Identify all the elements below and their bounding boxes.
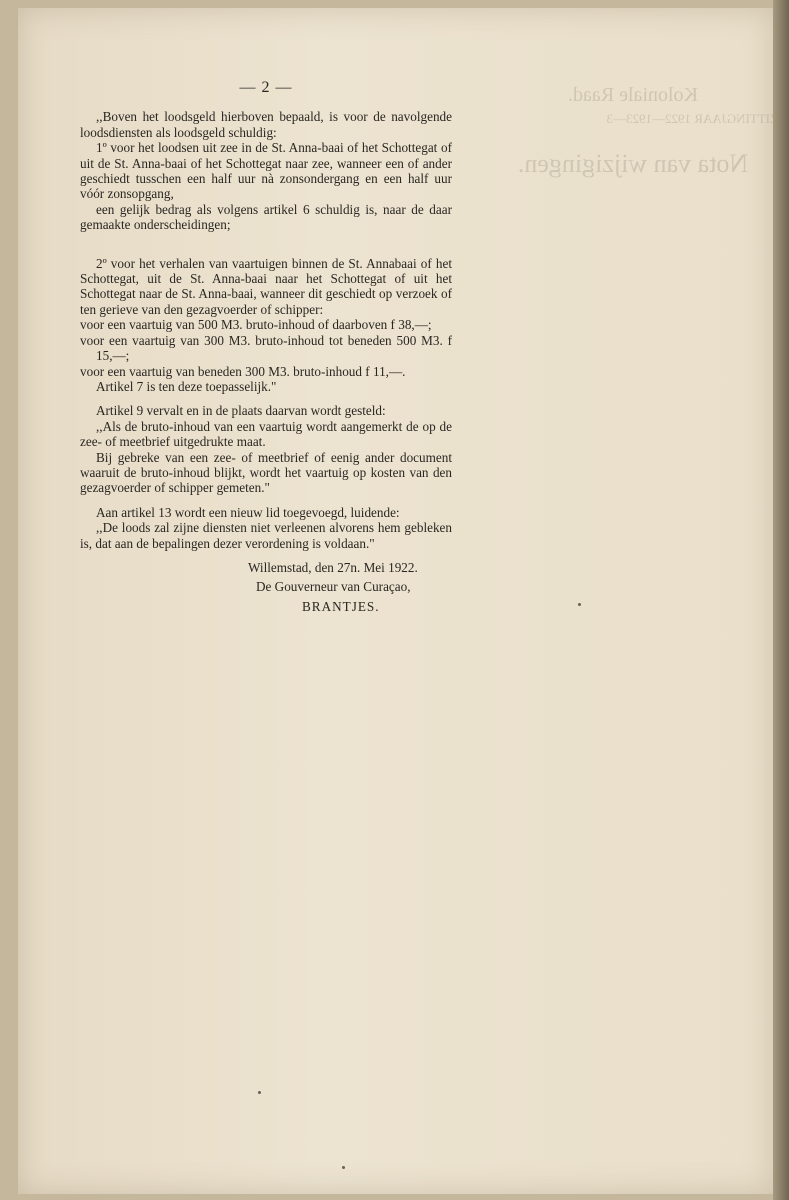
- binding-edge: [773, 0, 789, 1200]
- bleed-through-text: Koloniale Raad. ZITTINGJAAR 1922—1923—3 Nota van wijzigingen.: [517, 84, 778, 178]
- paragraph-loods: ,,De loods zal zijne diensten niet verleenen alvorens hem gebleken is, dat aan de bepalingen dezer verordening is voldaan.": [80, 520, 452, 551]
- rate-beneden-300: voor een vaartuig van beneden 300 M3. bruto-inhoud f 11,—.: [80, 363, 406, 379]
- paragraph-artikel-13: Aan artikel 13 wordt een nieuw lid toegevoegd, luidende:: [96, 504, 400, 520]
- signatory-name: BRANTJES.: [302, 598, 380, 614]
- paragraph-artikel-7: Artikel 7 is ten deze toepasselijk.": [96, 378, 277, 394]
- place-date: Willemstad, den 27n. Mei 1922.: [248, 559, 418, 575]
- paragraph-bruto-inhoud: ,,Als de bruto-inhoud van een vaartuig wordt aangemerkt de op de zee- of meetbrief uitgedrukte maat.: [80, 418, 452, 450]
- rate-500: voor een vaartuig van 500 M3. bruto-inhoud of daarboven f 38,—;: [80, 317, 432, 333]
- rate-300: voor een vaartuig van 300 M3. bruto-inhoud tot beneden 500 M3. f 15,—;: [80, 332, 452, 364]
- page-number: — 2 —: [239, 79, 293, 96]
- paragraph-artikel-9: Artikel 9 vervalt en in de plaats daarvan wordt gesteld:: [96, 403, 386, 419]
- paragraph-boven: ,,Boven het loodsgeld hierboven bepaald, is voor de navolgende loodsdiensten als loodsgeld schuldig:: [80, 109, 452, 140]
- ink-speck: [578, 603, 581, 606]
- document-page: [18, 8, 778, 1194]
- ink-speck: [258, 1091, 261, 1094]
- document-body: [80, 80, 452, 614]
- paragraph-item-1: 1º voor het loodsen uit zee in de St. Anna-baai of het Schottegat of uit de St. Anna-baai of het Schottegat naar zee, wanneer een of ander geschiedt tusschen een half uur nà zonsondergang en een half uur vóór zonsopgang,: [80, 140, 452, 202]
- signatory-title: De Gouverneur van Curaçao,: [256, 579, 411, 595]
- paragraph-item-2: 2º voor het verhalen van vaartuigen binnen de St. Annabaai of het Schottegat, uit de St. Anna-baai naar het Schottegat of uit het Schottegat naar de St. Anna-baai, wanneer dit geschiedt op verzoek of ten gerieve van den gezagvoerder of schipper:: [80, 255, 452, 317]
- paragraph-gelijk-bedrag: een gelijk bedrag als volgens artikel 6 schuldig is, naar de daar gemaakte onderscheidingen;: [80, 201, 452, 233]
- paragraph-gebreke: Bij gebreke van een zee- of meetbrief of eenig ander document waaruit de bruto-inhoud blijkt, wordt het vaartuig op kosten van den gezagvoerder of schipper gemeten.": [80, 449, 452, 496]
- ink-speck: [342, 1166, 345, 1169]
